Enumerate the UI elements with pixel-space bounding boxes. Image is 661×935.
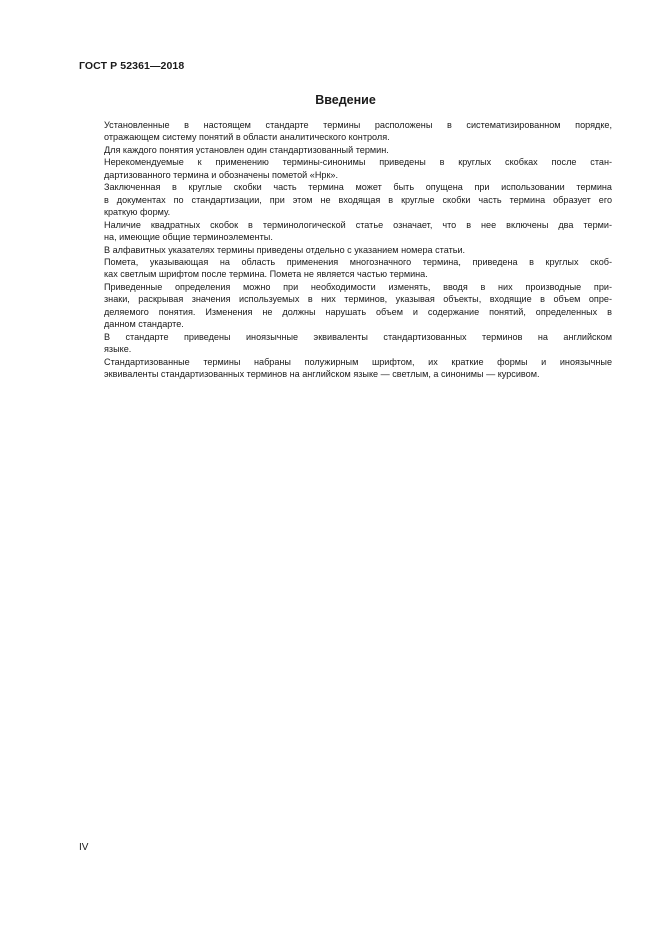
paragraph <box>79 244 612 256</box>
paragraph-line: В стандарте приведены иноязычные эквиваленты стандартизованных терминов на английском <box>104 331 612 342</box>
paragraph <box>79 119 612 144</box>
paragraph-line: деляемого понятия. Изменения не должны нарушать объем и содержание понятий, определенных в <box>104 306 612 317</box>
paragraph <box>79 281 612 331</box>
paragraph-line: Нерекомендуемые к применению термины-синонимы приведены в круглых скобках после стан- <box>104 157 612 168</box>
body-text <box>79 119 612 381</box>
paragraph-line: Для каждого понятия установлен один стандартизованный термин. <box>104 144 389 155</box>
paragraph <box>79 156 612 181</box>
document-header: ГОСТ Р 52361—2018 <box>79 60 185 72</box>
paragraph-line: Помета, указывающая на область применения многозначного термина, приведена в круглых скоб- <box>104 256 612 267</box>
paragraph <box>79 181 612 218</box>
paragraph-line: В алфавитных указателях термины приведены отдельно с указанием номера статьи. <box>104 244 466 255</box>
paragraph-line: ках светлым шрифтом после термина. Помета не является частью термина. <box>104 269 428 280</box>
paragraph-line: дартизованного термина и обозначены пометой «Нрк». <box>104 169 339 180</box>
paragraph <box>79 144 612 156</box>
paragraph-line: отражающем систему понятий в области аналитического контроля. <box>104 132 390 143</box>
paragraph-line: Заключенная в круглые скобки часть термина может быть опущена при использовании термина <box>104 182 612 193</box>
paragraph-line: Наличие квадратных скобок в терминологической статье означает, что в нее включены два терми- <box>104 219 612 230</box>
paragraph-line: Установленные в настоящем стандарте термины расположены в систематизированном порядке, <box>104 120 612 130</box>
paragraph <box>79 256 612 281</box>
paragraph-line: Стандартизованные термины набраны полужирным шрифтом, их краткие формы и иноязычные <box>104 356 612 367</box>
section-title: Введение <box>315 93 376 107</box>
paragraph-line: краткую форму. <box>104 207 171 218</box>
page-number: IV <box>79 842 89 853</box>
paragraph-line: Приведенные определения можно при необходимости изменять, вводя в них производные при- <box>104 281 612 292</box>
paragraph-line: данном стандарте. <box>104 319 184 330</box>
paragraph-line: знаки, раскрывая значения используемых в них терминов, указывая объекты, входящие в объем опре- <box>104 294 612 305</box>
paragraph-line: на, имеющие общие терминоэлементы. <box>104 232 273 243</box>
paragraph <box>79 331 612 356</box>
paragraph <box>79 219 612 244</box>
paragraph <box>79 356 612 381</box>
paragraph-line: эквиваленты стандартизованных терминов на английском языке — светлым, а синонимы — курсивом. <box>104 369 540 380</box>
paragraph-line: в документах по стандартизации, при этом не входящая в круглые скобки часть термина образует его <box>104 194 612 205</box>
paragraph-line: языке. <box>104 344 132 355</box>
